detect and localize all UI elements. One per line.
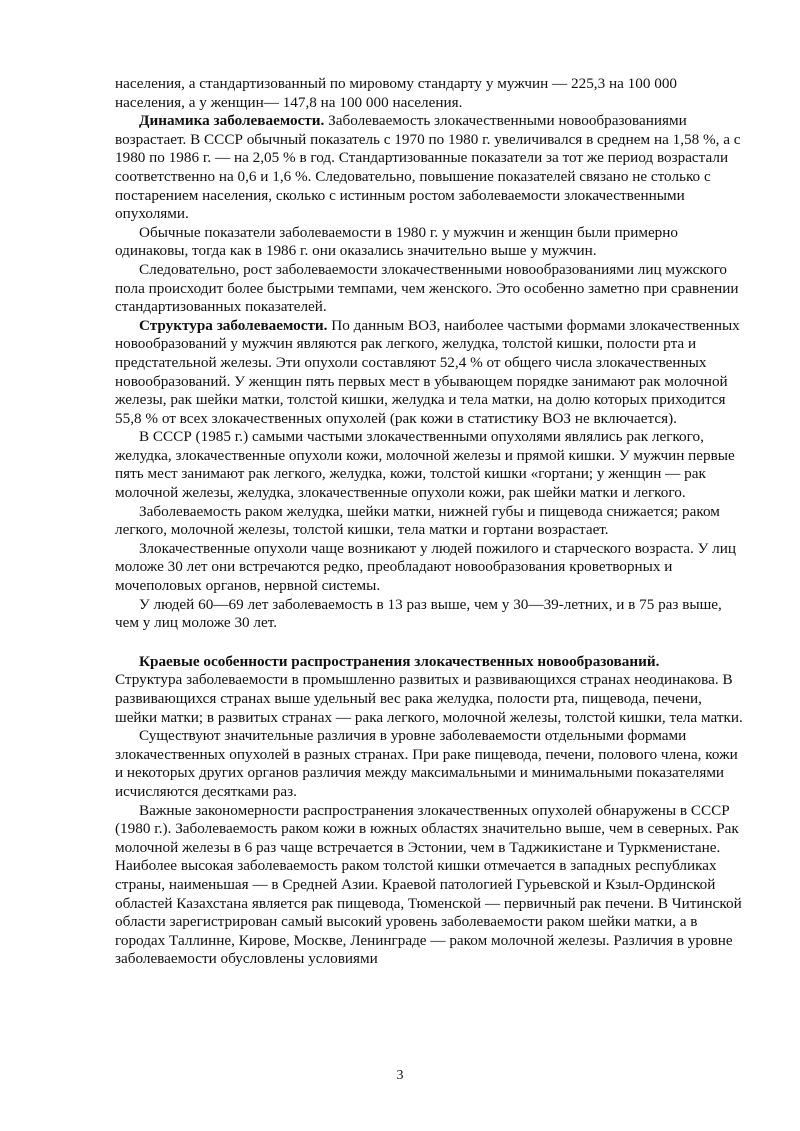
paragraph-dynamics: [115, 112, 747, 224]
paragraph-text: Структура заболеваемости в промышленно развитых и развивающихся странах неодинакова. В развивающихся странах выше удельный вес рака желудка, полости рта, пищевода, печени, шейки матки; в развитых странах — рака легкого, молочной железы, толстой кишки, тела матки.: [115, 671, 743, 726]
paragraph-text: Злокачественные опухоли чаще возникают у людей пожилого и старческого возраста. У лиц моложе 30 лет они встречаются редко, преобладают новообразования кроветворных и мочеполовых органов, нервной системы.: [115, 539, 737, 595]
document-page: [115, 75, 747, 969]
paragraph: [115, 428, 747, 502]
paragraph: [115, 802, 747, 969]
paragraph-continuation: [115, 75, 747, 112]
paragraph: [115, 596, 747, 633]
paragraph: [115, 261, 747, 317]
paragraph-heading: Динамика заболеваемости.: [139, 112, 325, 130]
section-lead: [115, 671, 747, 727]
paragraph-text: По данным ВОЗ, наиболее частыми формами злокачественных новообразований у мужчин являются рак легкого, желудка, толстой кишки, полости рта и предстательной железы. Эти опухоли составляют 52,4 % от общего числа злокачественных новообразований. У женщин пять первых мест в убывающем порядке занимают рак молочной железы, рак шейки матки, толстой кишки, желудка и тела матки, на долю которых приходится 55,8 % от всех злокачественных опухолей (рак кожи в статистику ВОЗ не включается).: [115, 316, 740, 427]
section-heading-paragraph: [115, 653, 747, 672]
paragraph-text: Заболеваемость раком желудка, шейки матки, нижней губы и пищевода снижается; раком легкого, молочной железы, толстой кишки, тела матки и гортани возрастает.: [115, 502, 720, 539]
paragraph-text: населения, а стандартизованный по мировому стандарту у мужчин — 225,3 на 100 000 населения, а у женщин— 147,8 на 100 000 населения.: [115, 75, 678, 111]
paragraph-text: Заболеваемость злокачественными новообразованиями возрастает. В СССР обычный показатель с 1970 по 1980 г. увеличивался в среднем на 1,58 %, а с 1980 по 1986 г. — на 2,05 % в год. Стандартизованные показатели за тот же период возрастали соответственно на 0,6 и 1,6 %. Следовательно, повышение показателей связано не столько с постарением населения, сколько с истинным ростом заболеваемости злокачественными опухолями.: [115, 112, 741, 223]
paragraph: [115, 224, 747, 261]
paragraph: [115, 727, 747, 801]
paragraph-structure: [115, 317, 747, 429]
paragraph-text: Обычные показатели заболеваемости в 1980 г. у мужчин и женщин были примерно одинаковы, тогда как в 1986 г. они оказались значительно выше у мужчин.: [115, 223, 678, 260]
paragraph-heading: Структура заболеваемости.: [139, 316, 328, 334]
section-heading: Краевые особенности распространения злокачественных новообразований.: [139, 652, 660, 670]
paragraph-text: У людей 60—69 лет заболеваемость в 13 раз выше, чем у 30—39-летних, и в 75 раз выше, чем у лиц моложе 30 лет.: [115, 595, 722, 632]
paragraph-text: Существуют значительные различия в уровне заболеваемости отдельными формами злокачественных опухолей в разных странах. При раке пищевода, печени, полового члена, кожи и некоторых других органов различия между максимальными и минимальными показателями исчисляются десятками раз.: [115, 727, 738, 800]
paragraph: [115, 540, 747, 596]
page-number: 3: [396, 1068, 404, 1083]
paragraph-text: В СССР (1985 г.) самыми частыми злокачественными опухолями являлись рак легкого, желудка, злокачественные опухоли кожи, молочной железы и прямой кишки. У мужчин первые пять мест занимают рак легкого, желудка, кожи, толстой кишки «гортани; у женщин — рак молочной железы, желудка, злокачественные опухоли кожи, рак шейки матки и легкого.: [115, 428, 735, 502]
paragraph-text: Важные закономерности распространения злокачественных опухолей обнаружены в СССР (1980 г.). Заболеваемость раком кожи в южных областях значительно выше, чем в северных. Рак молочной железы в 6 раз чаще встречается в Эстонии, чем в Таджикистане и Туркменистане. Наиболее высокая заболеваемость раком толстой кишки отмечается в западных республиках страны, наименьшая — в Средней Азии. Краевой патологией Гурьевской и Кзыл-Ординской областей Казахстана является рак пищевода, Тюменской — первичный рак печени. В Читинской области зарегистрирован самый высокий уровень заболеваемости раком шейки матки, а в городах Таллинне, Кирове, Москве, Ленинграде — раком молочной железы. Различия в уровне заболеваемости обусловлены условиями: [115, 801, 742, 968]
paragraph: [115, 503, 747, 540]
section-gap: [115, 633, 747, 653]
paragraph-text: Следовательно, рост заболеваемости злокачественными новообразованиями лиц мужского пола происходит более быстрыми темпами, чем женского. Это особенно заметно при сравнении стандартизованных показателей.: [115, 260, 739, 316]
